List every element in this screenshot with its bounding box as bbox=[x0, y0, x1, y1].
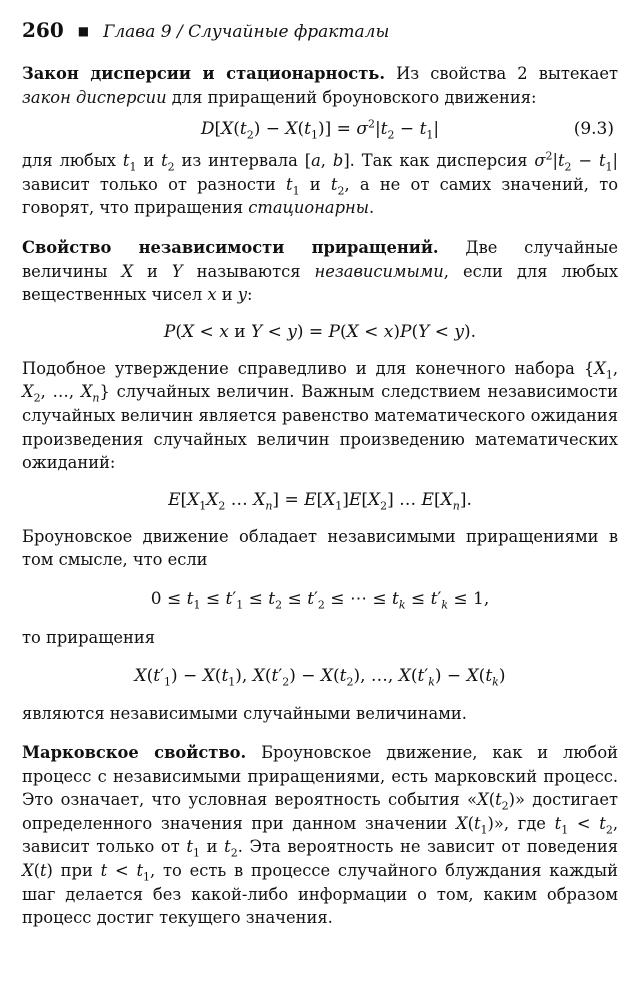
equation-increments: $X(t'_1) - X(t_1)$, $X(t'_2) - X(t_2)$, …, $X(t'_k) - X(t_k)$ bbox=[134, 665, 506, 688]
running-header bbox=[22, 18, 618, 50]
paragraph-stationarity: для любых $t_1$ и $t_2$ из интервала [a, b]. Так как дисперсия $\sigma^2|t_2 - t_1|$ зависит только от разности $t_1$ и $t_2$, а не от самих значений, то говорят, что приращения стационарны. bbox=[22, 149, 619, 218]
paragraph-variance-law: Закон дисперсии и стационарность. Из свойства 2 вытекает закон дисперсии для приращений броуновского движения: bbox=[22, 64, 618, 107]
equation-number: (9.3) bbox=[573, 119, 614, 140]
paragraph-finite-set: Подобное утверждение справедливо и для конечного набора {$X_1$, $X_2$, …, $X_n$} случайных величин. Важным следствием независимости случайных величин является равенство математического ожидания произведения случайных величин произведению математических ожиданий: bbox=[22, 358, 618, 473]
equation-9-3: $D[X(t_2) - X(t_1)] = \sigma^2|t_2 - t_1|$ (9.3) bbox=[22, 109, 618, 149]
header-bullet-icon: ■ bbox=[77, 24, 90, 38]
equation-time-ordering: $0 \le t_1 \le t'_1 \le t_2 \le t'_2$ ≤ ⋯ ≤ $t_k \le t'_k \le 1$, bbox=[150, 588, 490, 612]
page-number: 260 bbox=[22, 18, 64, 42]
paragraph-brownian-increments: Броуновское движение обладает независимыми приращениями в том смысле, что если bbox=[22, 526, 618, 570]
section-heading-independence: Свойство независимости приращений. bbox=[22, 237, 439, 257]
paragraph-independent-conclusion: являются независимыми случайными величинами. bbox=[22, 703, 467, 723]
equation-expectation: $E[X_1X_2$ … $X_n] = E[X_1]E[X_2]$ … $E[X_n]$. bbox=[168, 489, 472, 513]
chapter-title: Глава 9 / Случайные фракталы bbox=[103, 22, 390, 42]
paragraph-independence: Свойство независимости приращений. Две случайные величины X и Y называются независимыми, если для любых вещественных чисел x и y: bbox=[22, 237, 618, 305]
section-heading-variance: Закон дисперсии и стационарность. bbox=[22, 64, 386, 83]
section-heading-markov: Марковское свойство. bbox=[22, 743, 247, 763]
equation-independence: P(X < x и Y < y) = P(X < x)P(Y < y). bbox=[163, 321, 477, 342]
paragraph-markov: Марковское свойство. Броуновское движение, как и любой процесс с независимыми приращениями, есть марковский процесс. Это означает, что условная вероятность события «$X(t_2)$» достигает определенного значения при данном значении $X(t_1)$», где $t_1 < t_2$, зависит только от $t_1$ и $t_2$. Эта вероятность не зависит от поведения X(t) при $t < t_1$, то есть в процессе случайного блуждания каждый шаг делается без какой-либо информации о том, каким образом процесс достиг текущего значения. bbox=[22, 743, 619, 928]
book-page bbox=[22, 18, 618, 930]
paragraph-then-increments: то приращения bbox=[22, 627, 155, 647]
